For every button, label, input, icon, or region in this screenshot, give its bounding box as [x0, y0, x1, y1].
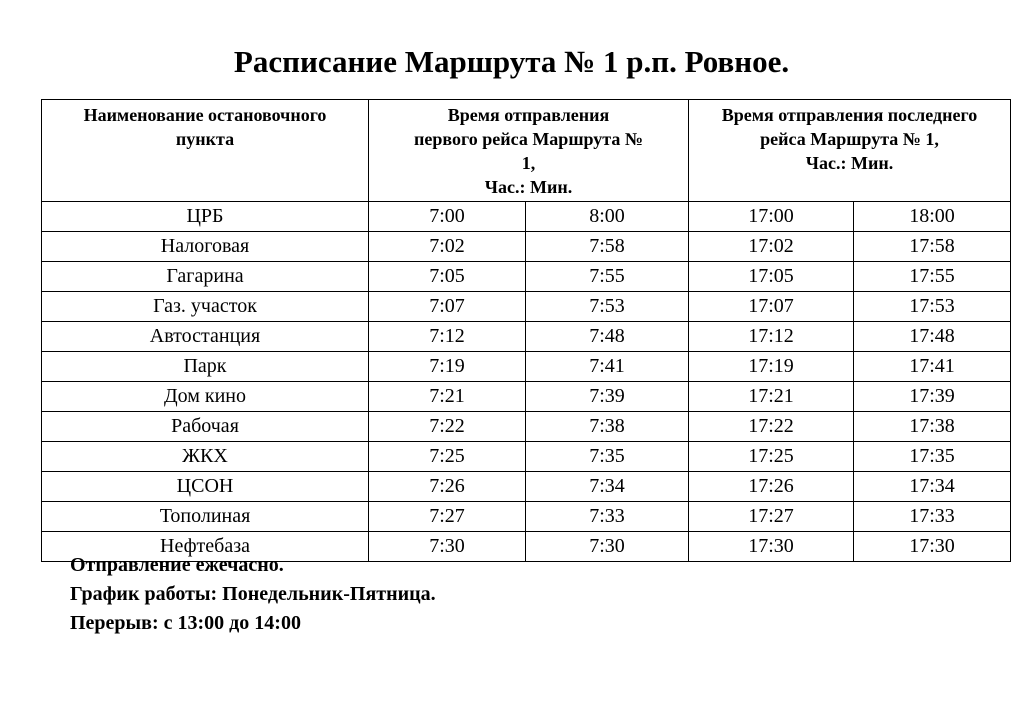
header-first-trip-label: Время отправления первого рейса Маршрута № 1,	[414, 105, 643, 173]
cell-first-trip-time-return: 7:38	[526, 412, 689, 442]
cell-stop: Гагарина	[42, 262, 369, 292]
note-work-schedule: График работы: Понедельник-Пятница.	[70, 583, 436, 605]
cell-last-trip-time-return: 17:35	[854, 442, 1011, 472]
cell-stop: Тополиная	[42, 502, 369, 532]
cell-first-trip-time-return: 7:39	[526, 382, 689, 412]
table-row	[42, 292, 1011, 322]
cell-last-trip-time: 17:05	[689, 262, 854, 292]
header-last-trip	[689, 100, 1011, 202]
cell-last-trip-time-return: 17:55	[854, 262, 1011, 292]
cell-first-trip-time-return: 7:48	[526, 322, 689, 352]
cell-first-trip-time: 7:05	[369, 262, 526, 292]
table-row	[42, 232, 1011, 262]
header-stop-label: Наименование остановочного пункта	[83, 105, 327, 149]
header-last-trip-units: Час.: Мин.	[805, 153, 894, 173]
cell-stop: ЦРБ	[42, 202, 369, 232]
cell-first-trip-time-return: 7:30	[526, 532, 689, 562]
cell-last-trip-time: 17:00	[689, 202, 854, 232]
cell-last-trip-time-return: 17:34	[854, 472, 1011, 502]
cell-last-trip-time: 17:30	[689, 532, 854, 562]
cell-first-trip-time: 7:21	[369, 382, 526, 412]
cell-last-trip-time: 17:02	[689, 232, 854, 262]
table-row	[42, 412, 1011, 442]
cell-first-trip-time: 7:07	[369, 292, 526, 322]
cell-stop: Дом кино	[42, 382, 369, 412]
header-last-trip-label: Время отправления последнего рейса Маршрута № 1,	[721, 105, 978, 149]
cell-first-trip-time: 7:02	[369, 232, 526, 262]
table-row	[42, 382, 1011, 412]
cell-stop: Рабочая	[42, 412, 369, 442]
note-break: Перерыв: с 13:00 до 14:00	[70, 612, 301, 634]
cell-first-trip-time: 7:22	[369, 412, 526, 442]
cell-first-trip-time: 7:27	[369, 502, 526, 532]
cell-last-trip-time: 17:21	[689, 382, 854, 412]
cell-last-trip-time-return: 17:33	[854, 502, 1011, 532]
schedule-body	[42, 202, 1011, 562]
cell-first-trip-time-return: 8:00	[526, 202, 689, 232]
table-header-row	[42, 100, 1011, 202]
cell-last-trip-time: 17:26	[689, 472, 854, 502]
notes	[70, 551, 436, 638]
cell-last-trip-time-return: 17:30	[854, 532, 1011, 562]
cell-last-trip-time-return: 17:38	[854, 412, 1011, 442]
table-row	[42, 442, 1011, 472]
cell-last-trip-time: 17:12	[689, 322, 854, 352]
cell-first-trip-time: 7:19	[369, 352, 526, 382]
cell-stop: Парк	[42, 352, 369, 382]
cell-stop: Автостанция	[42, 322, 369, 352]
cell-first-trip-time-return: 7:58	[526, 232, 689, 262]
cell-last-trip-time: 17:07	[689, 292, 854, 322]
cell-first-trip-time-return: 7:53	[526, 292, 689, 322]
cell-first-trip-time: 7:00	[369, 202, 526, 232]
header-first-trip-units: Час.: Мин.	[484, 177, 573, 197]
cell-stop: Нефтебаза	[42, 532, 369, 562]
page-title: Расписание Маршрута № 1 р.п. Ровное.	[233, 44, 790, 79]
schedule-table	[41, 99, 1011, 562]
cell-last-trip-time: 17:22	[689, 412, 854, 442]
cell-last-trip-time: 17:19	[689, 352, 854, 382]
header-stop	[42, 100, 369, 202]
cell-last-trip-time: 17:27	[689, 502, 854, 532]
cell-last-trip-time: 17:25	[689, 442, 854, 472]
table-row	[42, 322, 1011, 352]
cell-stop: Налоговая	[42, 232, 369, 262]
table-row	[42, 202, 1011, 232]
cell-first-trip-time-return: 7:55	[526, 262, 689, 292]
table-row	[42, 262, 1011, 292]
cell-stop: Газ. участок	[42, 292, 369, 322]
table-row	[42, 502, 1011, 532]
cell-last-trip-time-return: 17:41	[854, 352, 1011, 382]
cell-first-trip-time: 7:25	[369, 442, 526, 472]
cell-last-trip-time-return: 17:39	[854, 382, 1011, 412]
cell-stop: ЦСОН	[42, 472, 369, 502]
cell-first-trip-time-return: 7:33	[526, 502, 689, 532]
cell-first-trip-time-return: 7:35	[526, 442, 689, 472]
cell-last-trip-time-return: 18:00	[854, 202, 1011, 232]
table-row	[42, 472, 1011, 502]
note-departure: Отправление ежечасно.	[70, 554, 284, 576]
cell-first-trip-time-return: 7:34	[526, 472, 689, 502]
cell-first-trip-time: 7:30	[369, 532, 526, 562]
cell-first-trip-time: 7:12	[369, 322, 526, 352]
table-row	[42, 352, 1011, 382]
cell-last-trip-time-return: 17:58	[854, 232, 1011, 262]
cell-last-trip-time-return: 17:53	[854, 292, 1011, 322]
cell-last-trip-time-return: 17:48	[854, 322, 1011, 352]
header-first-trip	[369, 100, 689, 202]
cell-first-trip-time: 7:26	[369, 472, 526, 502]
cell-stop: ЖКХ	[42, 442, 369, 472]
cell-first-trip-time-return: 7:41	[526, 352, 689, 382]
